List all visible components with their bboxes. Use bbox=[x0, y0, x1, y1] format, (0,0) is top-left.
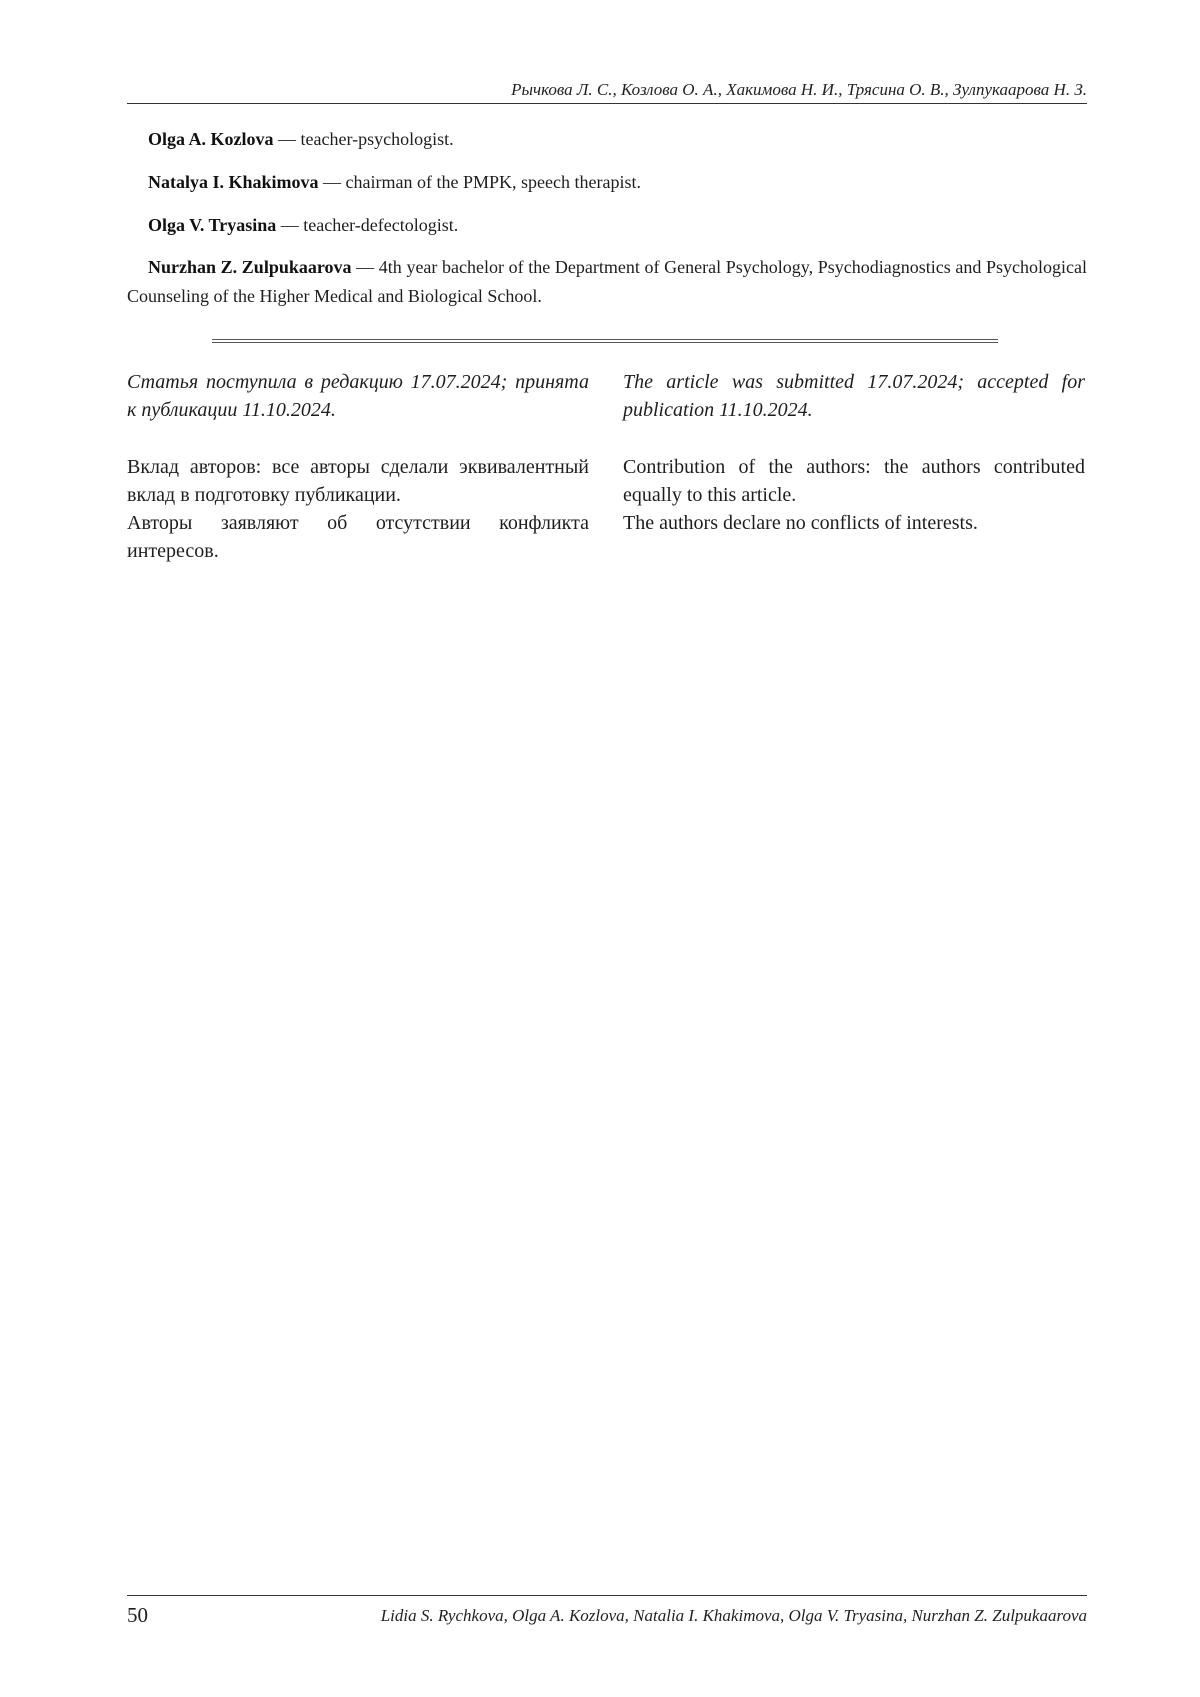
page-number: 50 bbox=[127, 1603, 148, 1627]
received-date-en: The article was submitted 17.07.2024; accepted for publication 11.10.2024. bbox=[623, 371, 1085, 421]
author-name: Nurzhan Z. Zulpukaarova bbox=[148, 257, 352, 277]
contribution-statement-en: Contribution of the authors: the authors contributed equally to this article. bbox=[623, 456, 1085, 506]
contribution-block-en bbox=[623, 453, 1085, 537]
header-rule bbox=[127, 103, 1087, 104]
conflicts-statement-ru: Авторы заявляют об отсутствии конфликта интересов. bbox=[127, 512, 589, 562]
contribution-statement-ru: Вклад авторов: все авторы сделали эквивалентный вклад в подготовку публикации. bbox=[127, 456, 589, 506]
author-name: Olga A. Kozlova bbox=[148, 129, 274, 149]
running-header-authors: Рычкова Л. С., Козлова О. А., Хакимова Н. И., Трясина О. В., Зулпукаарова Н. З. bbox=[511, 80, 1087, 99]
conflicts-statement-en: The authors declare no conflicts of interests. bbox=[623, 512, 978, 534]
author-entry-tryasina bbox=[127, 211, 1087, 240]
author-description: — chairman of the PMPK, speech therapist. bbox=[318, 172, 641, 192]
author-description: — teacher-defectologist. bbox=[276, 215, 459, 235]
footer-rule bbox=[127, 1595, 1087, 1596]
english-column bbox=[623, 368, 1085, 537]
author-name: Olga V. Tryasina bbox=[148, 215, 277, 235]
author-entry-khakimova bbox=[127, 168, 1087, 197]
author-description: — teacher-psychologist. bbox=[273, 129, 454, 149]
author-description: — 4th year bachelor of the Department of General Psychology, Psychodiagnostics and Psychological Counseling of the Higher Medical and Biological School. bbox=[127, 257, 1087, 306]
author-entry-zulpukaarova bbox=[127, 253, 1087, 311]
author-name: Natalya I. Khakimova bbox=[148, 172, 319, 192]
author-entry-kozlova bbox=[127, 125, 1087, 154]
section-double-rule bbox=[212, 339, 998, 343]
received-date-ru: Статья поступила в редакцию 17.07.2024; принята к публикации 11.10.2024. bbox=[127, 371, 589, 421]
running-footer-authors: Lidia S. Rychkova, Olga A. Kozlova, Natalia I. Khakimova, Olga V. Tryasina, Nurzhan Z. Zulpukaarova bbox=[380, 1606, 1087, 1625]
russian-column bbox=[127, 368, 589, 565]
contribution-block-ru bbox=[127, 453, 589, 565]
